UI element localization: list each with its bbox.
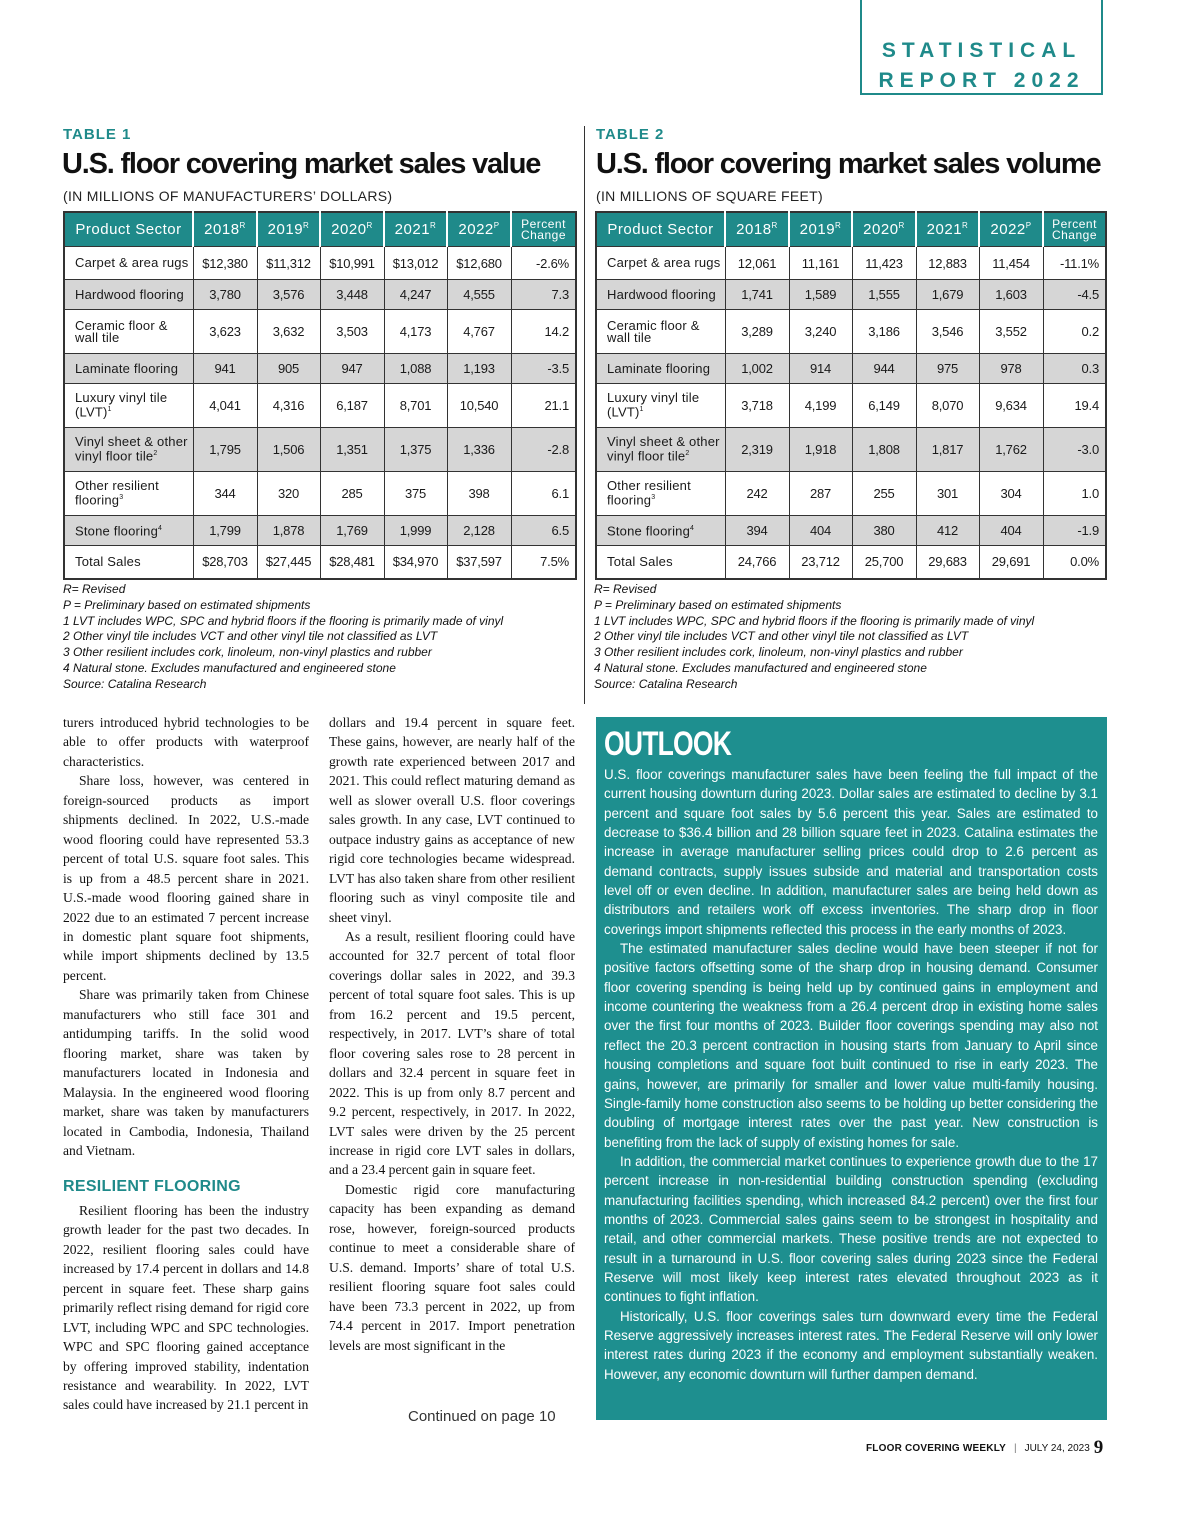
value-cell: 398 [447,472,511,516]
outlook-heading: OUTLOOK [604,725,732,763]
product-sector-cell [596,472,725,516]
product-sector-label: Luxury vinyl tile (LVT) [75,390,168,420]
paragraph: dollars and 19.4 percent in square feet. These gains, however, are nearly half of the growth rate experienced between 2017 and 2021. This could reflect maturing demand as well as slower overall U.S. floor coverings sales growth. In any case, LVT continued to outpace industry gains as acceptance of new rigid core technologies became widespread. LVT has also taken share from other resilient flooring such as vinyl composite tile and sheet vinyl. [329,715,575,925]
product-sector-cell [64,310,193,354]
table-row [64,247,576,280]
footnote-line: Source: Catalina Research [63,676,207,691]
percent-change-cell: -11.1% [1043,247,1106,280]
value-cell: $27,445 [257,546,320,579]
table-row [596,354,1106,384]
product-sector-cell [596,247,725,280]
value-cell: 8,701 [384,384,447,428]
product-sector-cell [64,428,193,472]
value-cell: 1,088 [384,354,447,384]
revision-mark: R [430,221,437,230]
footnote-line: P = Preliminary based on estimated shipments [594,597,842,612]
report-header-line2: REPORT 2022 [878,69,1085,92]
column-header-year [852,212,916,247]
issue-date: JULY 24, 2023 [1024,1443,1090,1454]
total-row [64,546,576,579]
percent-change-cell: 6.1 [511,472,576,516]
value-cell: 24,766 [725,546,789,579]
revision-mark: R [239,221,246,230]
year-label: 2019 [799,221,836,238]
percent-change-cell: -2.6% [511,247,576,280]
revision-mark: P [493,221,500,230]
value-cell: 1,506 [257,428,320,472]
product-sector-label: Luxury vinyl tile (LVT) [607,390,700,420]
paragraph: turers introduced hybrid technologies to be able to offer products with waterproof characteristics. [63,715,309,769]
year-label: 2020 [863,221,899,238]
table-row [64,310,576,354]
paragraph: In addition, the commercial market continues to experience growth due to the 17 percent increase in non-residential building construction spending (excluding manufacturing facilities spending, which increased 84.2 percent) over the first four months of 2023. Commercial sales gains seem to be strongest in hospitality and retail, and other commercial markets. These positive trends are not expected to result in a turnaround in U.S. floor covering sales during 2023 since the Federal Reserve will most likely keep interest rates elevated throughout 2023 as it continues to fight inflation. [604,1153,1098,1305]
value-cell: 412 [916,516,979,546]
footnote-mark: 1 [107,406,112,414]
footnote-line: 2 Other vinyl tile includes VCT and other vinyl tile not classified as LVT [63,629,438,644]
continued-link[interactable]: Continued on page 10 [408,1408,556,1425]
footnote-line: 4 Natural stone. Excludes manufactured and engineered stone [63,660,396,675]
value-cell: 1,878 [257,516,320,546]
value-cell: 9,634 [979,384,1043,428]
revision-mark: P [1025,221,1032,230]
product-sector-cell [64,247,193,280]
revision-mark: R [962,221,969,230]
value-cell: 25,700 [852,546,916,579]
product-sector-label: Laminate flooring [607,360,711,376]
value-cell: 1,999 [384,516,447,546]
percent-change-cell: -3.5 [511,354,576,384]
value-cell: 1,762 [979,428,1043,472]
paragraph: Resilient flooring has been the industry growth leader for the past two decades. In 2022, resilient flooring sales could have increased by 17.4 percent in dollars and 14.8 percent in square feet. These sharp gains primarily reflect rising demand for rigid core LVT, including WPC and SPC technologies. WPC and SPC flooring gained acceptance by offering improved stability, indentation resistance and wearability. In 2022, LVT sales could have increased by 21.1 percent in [63,1202,309,1413]
table1-subtitle: (IN MILLIONS OF MANUFACTURERS’ DOLLARS) [63,188,393,204]
value-cell: 4,316 [257,384,320,428]
report-header-box [860,0,1103,95]
value-cell: $12,380 [193,247,257,280]
value-cell: 29,683 [916,546,979,579]
value-cell: 344 [193,472,257,516]
value-cell: 1,679 [916,280,979,310]
sales-volume-table [595,211,1107,580]
value-cell: 3,240 [789,310,852,354]
product-sector-cell [596,280,725,310]
table2-title: U.S. floor covering market sales volume [596,148,1101,180]
product-sector-cell [64,354,193,384]
product-sector-cell [596,354,725,384]
value-cell: 6,149 [852,384,916,428]
value-cell: 1,769 [320,516,384,546]
product-sector-cell [596,516,725,546]
table-row [596,247,1106,280]
section-heading: RESILIENT FLOORING [63,1178,241,1196]
product-sector-label: Other resilient flooring [75,478,159,508]
footnote-line: P = Preliminary based on estimated shipments [63,597,311,612]
year-label: 2021 [394,221,431,238]
column-header-percent-change: Percent Change [511,212,576,247]
product-sector-label: Laminate flooring [75,360,179,376]
year-label: 2021 [926,221,963,238]
product-sector-label: Stone flooring [75,523,159,539]
value-cell: 287 [789,472,852,516]
value-cell: 320 [257,472,320,516]
product-sector-label: Total Sales [607,553,673,569]
value-cell: 380 [852,516,916,546]
table1-title: U.S. floor covering market sales value [62,148,541,180]
value-cell: 1,589 [789,280,852,310]
table-row [64,280,576,310]
table-row [64,472,576,516]
column-header-year [789,212,852,247]
page-number: 9 [1093,1437,1104,1458]
value-cell: 11,454 [979,247,1043,280]
value-cell: 12,883 [916,247,979,280]
value-cell: 1,795 [193,428,257,472]
value-cell: 3,448 [320,280,384,310]
value-cell: 11,161 [789,247,852,280]
footnote-line: 4 Natural stone. Excludes manufactured and engineered stone [594,660,927,675]
article-column-1 [63,713,309,1415]
value-cell: 978 [979,354,1043,384]
table-row [596,384,1106,428]
product-sector-label: Ceramic floor & wall tile [75,317,168,345]
revision-mark: R [835,221,842,230]
footnote-line: 2 Other vinyl tile includes VCT and other vinyl tile not classified as LVT [594,629,969,644]
percent-change-cell: 19.4 [1043,384,1106,428]
revision-mark: R [898,221,905,230]
value-cell: 375 [384,472,447,516]
footnote-line: 3 Other resilient includes cork, linoleum, non-vinyl plastics and rubber [63,645,432,660]
value-cell: 10,540 [447,384,511,428]
value-cell: 3,780 [193,280,257,310]
value-cell: $10,991 [320,247,384,280]
product-sector-cell [596,384,725,428]
footnote-mark: 3 [651,494,656,502]
product-sector-cell [64,472,193,516]
value-cell: 905 [257,354,320,384]
value-cell: 914 [789,354,852,384]
value-cell: 12,061 [725,247,789,280]
value-cell: 1,193 [447,354,511,384]
value-cell: 3,623 [193,310,257,354]
product-sector-cell [64,516,193,546]
value-cell: 4,041 [193,384,257,428]
footnote-line: 1 LVT includes WPC, SPC and hybrid floors if the flooring is primarily made of vinyl [63,613,504,628]
percent-change-cell: 7.5% [511,546,576,579]
footnote-line: R= Revised [594,582,657,596]
column-header-year [320,212,384,247]
value-cell: 23,712 [789,546,852,579]
value-cell: 975 [916,354,979,384]
revision-mark: R [771,221,778,230]
value-cell: $28,703 [193,546,257,579]
value-cell: 304 [979,472,1043,516]
column-divider [584,126,585,704]
year-label: 2018 [204,221,240,238]
value-cell: 404 [789,516,852,546]
paragraph: Share loss, however, was centered in foreign-sourced products as import shipments declined. In 2022, U.S.-made wood flooring could have represented 53.3 percent of total U.S. square foot sales. This is up from a 48.5 percent share in 2021. U.S.-made wood flooring gained share in 2022 due to an estimated 7 percent increase in domestic plant square foot shipments, while import shipments declined by 13.5 percent. [63,773,309,983]
paragraph: The estimated manufacturer sales decline would have been steeper if not for positive factors offsetting some of the sharp drop in housing demand. Consumer floor covering spending is being held up by continued gains in employment and income countering the weakness from a 26.4 percent drop in existing home sales over the first four months of 2023. Builder floor coverings spending may also not reflect the 20.3 percent contraction in housing starts from January to April since housing completions and square foot built continued to rise in early 2023. The gains, however, are primarily for smaller and lower value multi-family housing. Single-family home construction also seems to be holding up better considering the doubling of mortgage interest rates over the past year. New construction is benefiting from the lack of supply of existing homes for sale. [604,941,1098,1150]
total-row [596,546,1106,579]
table-row [64,516,576,546]
product-sector-label: Ceramic floor & wall tile [607,317,700,345]
value-cell: 3,552 [979,310,1043,354]
publication-name: FLOOR COVERING WEEKLY [866,1443,1006,1454]
table-header-row [596,212,1106,247]
value-cell: $28,481 [320,546,384,579]
table-row [64,384,576,428]
product-sector-cell [64,280,193,310]
value-cell: 3,632 [257,310,320,354]
footnote-mark: 2 [685,450,690,458]
column-header-year [979,212,1043,247]
value-cell: $12,680 [447,247,511,280]
value-cell: 3,503 [320,310,384,354]
value-cell: 3,718 [725,384,789,428]
percent-change-cell: -1.9 [1043,516,1106,546]
paragraph: U.S. floor coverings manufacturer sales have been feeling the full impact of the current housing downturn during 2023. Dollar sales are estimated to decline by 3.1 percent and square foot sales by 5.6 percent this year. Sales are estimated to decrease to $36.4 billion and 28 billion square feet in 2023. Catalina estimates the increase in average manufacturer selling prices could drop to 2.6 percent as demand contracts, supply issues subside and material and transportation costs level off or even decline. In addition, manufacturer sales are being held down as distributors and retailers work off excess inventories. The sharp drop in floor coverings import shipments reflected this process in the early months of 2023. [604,767,1098,937]
value-cell: 6,187 [320,384,384,428]
column-header-year [447,212,511,247]
value-cell: 242 [725,472,789,516]
footnote-mark: 4 [158,525,163,533]
value-cell: 2,319 [725,428,789,472]
footnote-mark: 1 [639,406,644,414]
value-cell: 1,002 [725,354,789,384]
value-cell: $11,312 [257,247,320,280]
outlook-box [596,717,1107,1420]
value-cell: 1,808 [852,428,916,472]
product-sector-label: Hardwood flooring [607,286,716,302]
paragraph: Share was primarily taken from Chinese manufacturers who still face 301 and antidumping tariffs. In the solid wood flooring market, share was taken by manufacturers located in Indonesia and Malaysia. In the engineered wood flooring market, share was taken by manufacturers located in Cambodia, Indonesia, Thailand and Vietnam. [63,987,309,1158]
page-footer [866,1435,1103,1457]
value-cell: 8,070 [916,384,979,428]
value-cell: 285 [320,472,384,516]
product-sector-label: Stone flooring [607,523,691,539]
value-cell: 29,691 [979,546,1043,579]
value-cell: 301 [916,472,979,516]
footnote-line: Source: Catalina Research [594,676,738,691]
table-row [596,310,1106,354]
value-cell: $34,970 [384,546,447,579]
percent-change-cell: 1.0 [1043,472,1106,516]
percent-change-cell: -2.8 [511,428,576,472]
percent-change-cell: 6.5 [511,516,576,546]
value-cell: 1,351 [320,428,384,472]
report-header-line1: STATISTICAL [881,39,1082,62]
year-label: 2022 [458,221,494,238]
footer-separator: | [1013,1443,1017,1454]
year-label: 2018 [736,221,772,238]
value-cell: 1,817 [916,428,979,472]
table-row [64,428,576,472]
product-sector-label: Carpet & area rugs [607,255,721,270]
value-cell: 1,603 [979,280,1043,310]
column-header-percent-change: Percent Change [1043,212,1106,247]
product-sector-label: Other resilient flooring [607,478,691,508]
value-cell: 1,555 [852,280,916,310]
product-sector-cell [64,384,193,428]
value-cell: 1,799 [193,516,257,546]
value-cell: 3,186 [852,310,916,354]
percent-change-cell: 0.0% [1043,546,1106,579]
table2-label: TABLE 2 [596,126,665,143]
column-header-year [384,212,447,247]
value-cell: 4,199 [789,384,852,428]
footnote-line: 1 LVT includes WPC, SPC and hybrid floors if the flooring is primarily made of vinyl [594,613,1035,628]
column-header-year [916,212,979,247]
value-cell: 404 [979,516,1043,546]
percent-change-cell: -3.0 [1043,428,1106,472]
sales-value-table [63,211,577,580]
value-cell: 1,375 [384,428,447,472]
column-header-product-sector: Product Sector [596,212,725,247]
product-sector-label: Vinyl sheet & other vinyl floor tile [75,434,188,464]
product-sector-cell [64,546,193,579]
table2-subtitle: (IN MILLIONS OF SQUARE FEET) [596,188,823,204]
value-cell: 4,767 [447,310,511,354]
value-cell: 4,173 [384,310,447,354]
value-cell: 4,555 [447,280,511,310]
percent-change-cell: 0.2 [1043,310,1106,354]
table-row [64,354,576,384]
percent-change-cell: -4.5 [1043,280,1106,310]
footnote-mark: 4 [690,525,695,533]
value-cell: 941 [193,354,257,384]
value-cell: 3,546 [916,310,979,354]
percent-change-cell: 0.3 [1043,354,1106,384]
product-sector-label: Carpet & area rugs [75,255,189,270]
footnote-mark: 3 [119,494,124,502]
product-sector-label: Hardwood flooring [75,286,184,302]
value-cell: 1,336 [447,428,511,472]
paragraph: Domestic rigid core manufacturing capacity has been expanding as demand rose, however, foreign-sourced products continue to meet a considerable share of U.S. demand. Imports’ share of total U.S. resilient flooring square foot sales could have been 73.3 percent in 2022, up from 74.4 percent in 2017. Import penetration levels are most significant in the [329,1181,575,1353]
footnote-line: R= Revised [63,582,126,596]
table1-label: TABLE 1 [63,126,132,143]
value-cell: 3,576 [257,280,320,310]
paragraph: As a result, resilient flooring could have accounted for 32.7 percent of total floor coverings dollar sales in 2022, and 39.3 percent of total square foot sales. This is up from 16.2 percent and 19.5 percent, respectively, in 2017. LVT’s share of total floor covering sales rose to 28 percent in dollars and 32.4 percent in square feet in 2022. This is up from only 8.7 percent and 9.2 percent, respectively, in 2017. In 2022, LVT sales were driven by the 25 percent increase in rigid core LVT sales in dollars, and a 23.4 percent gain in square feet. [329,928,575,1178]
value-cell: 1,918 [789,428,852,472]
value-cell: 4,247 [384,280,447,310]
product-sector-label: Total Sales [75,553,141,569]
product-sector-cell [596,310,725,354]
product-sector-cell [596,546,725,579]
table2-footnotes [594,582,1109,693]
value-cell: 3,289 [725,310,789,354]
percent-change-cell: 21.1 [511,384,576,428]
value-cell: 1,741 [725,280,789,310]
table-row [596,472,1106,516]
value-cell: 944 [852,354,916,384]
year-label: 2022 [990,221,1026,238]
percent-change-cell: 14.2 [511,310,576,354]
revision-mark: R [303,221,310,230]
paragraph: Historically, U.S. floor coverings sales turn downward every time the Federal Reserve aggressively increases interest rates. The Federal Reserve will only lower interest rates during 2023 if the economy and employment substantially weaken. However, any economic downturn will further dampen demand. [604,1308,1098,1382]
value-cell: 255 [852,472,916,516]
table-header-row [64,212,576,247]
product-sector-label: Vinyl sheet & other vinyl floor tile [607,434,720,464]
percent-change-cell: 7.3 [511,280,576,310]
column-header-year [257,212,320,247]
revision-mark: R [366,221,373,230]
year-label: 2019 [267,221,304,238]
column-header-year [193,212,257,247]
value-cell: 2,128 [447,516,511,546]
year-label: 2020 [331,221,367,238]
value-cell: $13,012 [384,247,447,280]
column-header-year [725,212,789,247]
column-header-product-sector: Product Sector [64,212,193,247]
value-cell: $37,597 [447,546,511,579]
footnote-mark: 2 [153,450,158,458]
value-cell: 11,423 [852,247,916,280]
table1-footnotes [63,582,578,693]
table-row [596,516,1106,546]
footnote-line: 3 Other resilient includes cork, linoleum, non-vinyl plastics and rubber [594,645,963,660]
table-row [596,428,1106,472]
product-sector-cell [596,428,725,472]
value-cell: 947 [320,354,384,384]
table-row [596,280,1106,310]
value-cell: 394 [725,516,789,546]
article-column-2 [329,713,575,1355]
